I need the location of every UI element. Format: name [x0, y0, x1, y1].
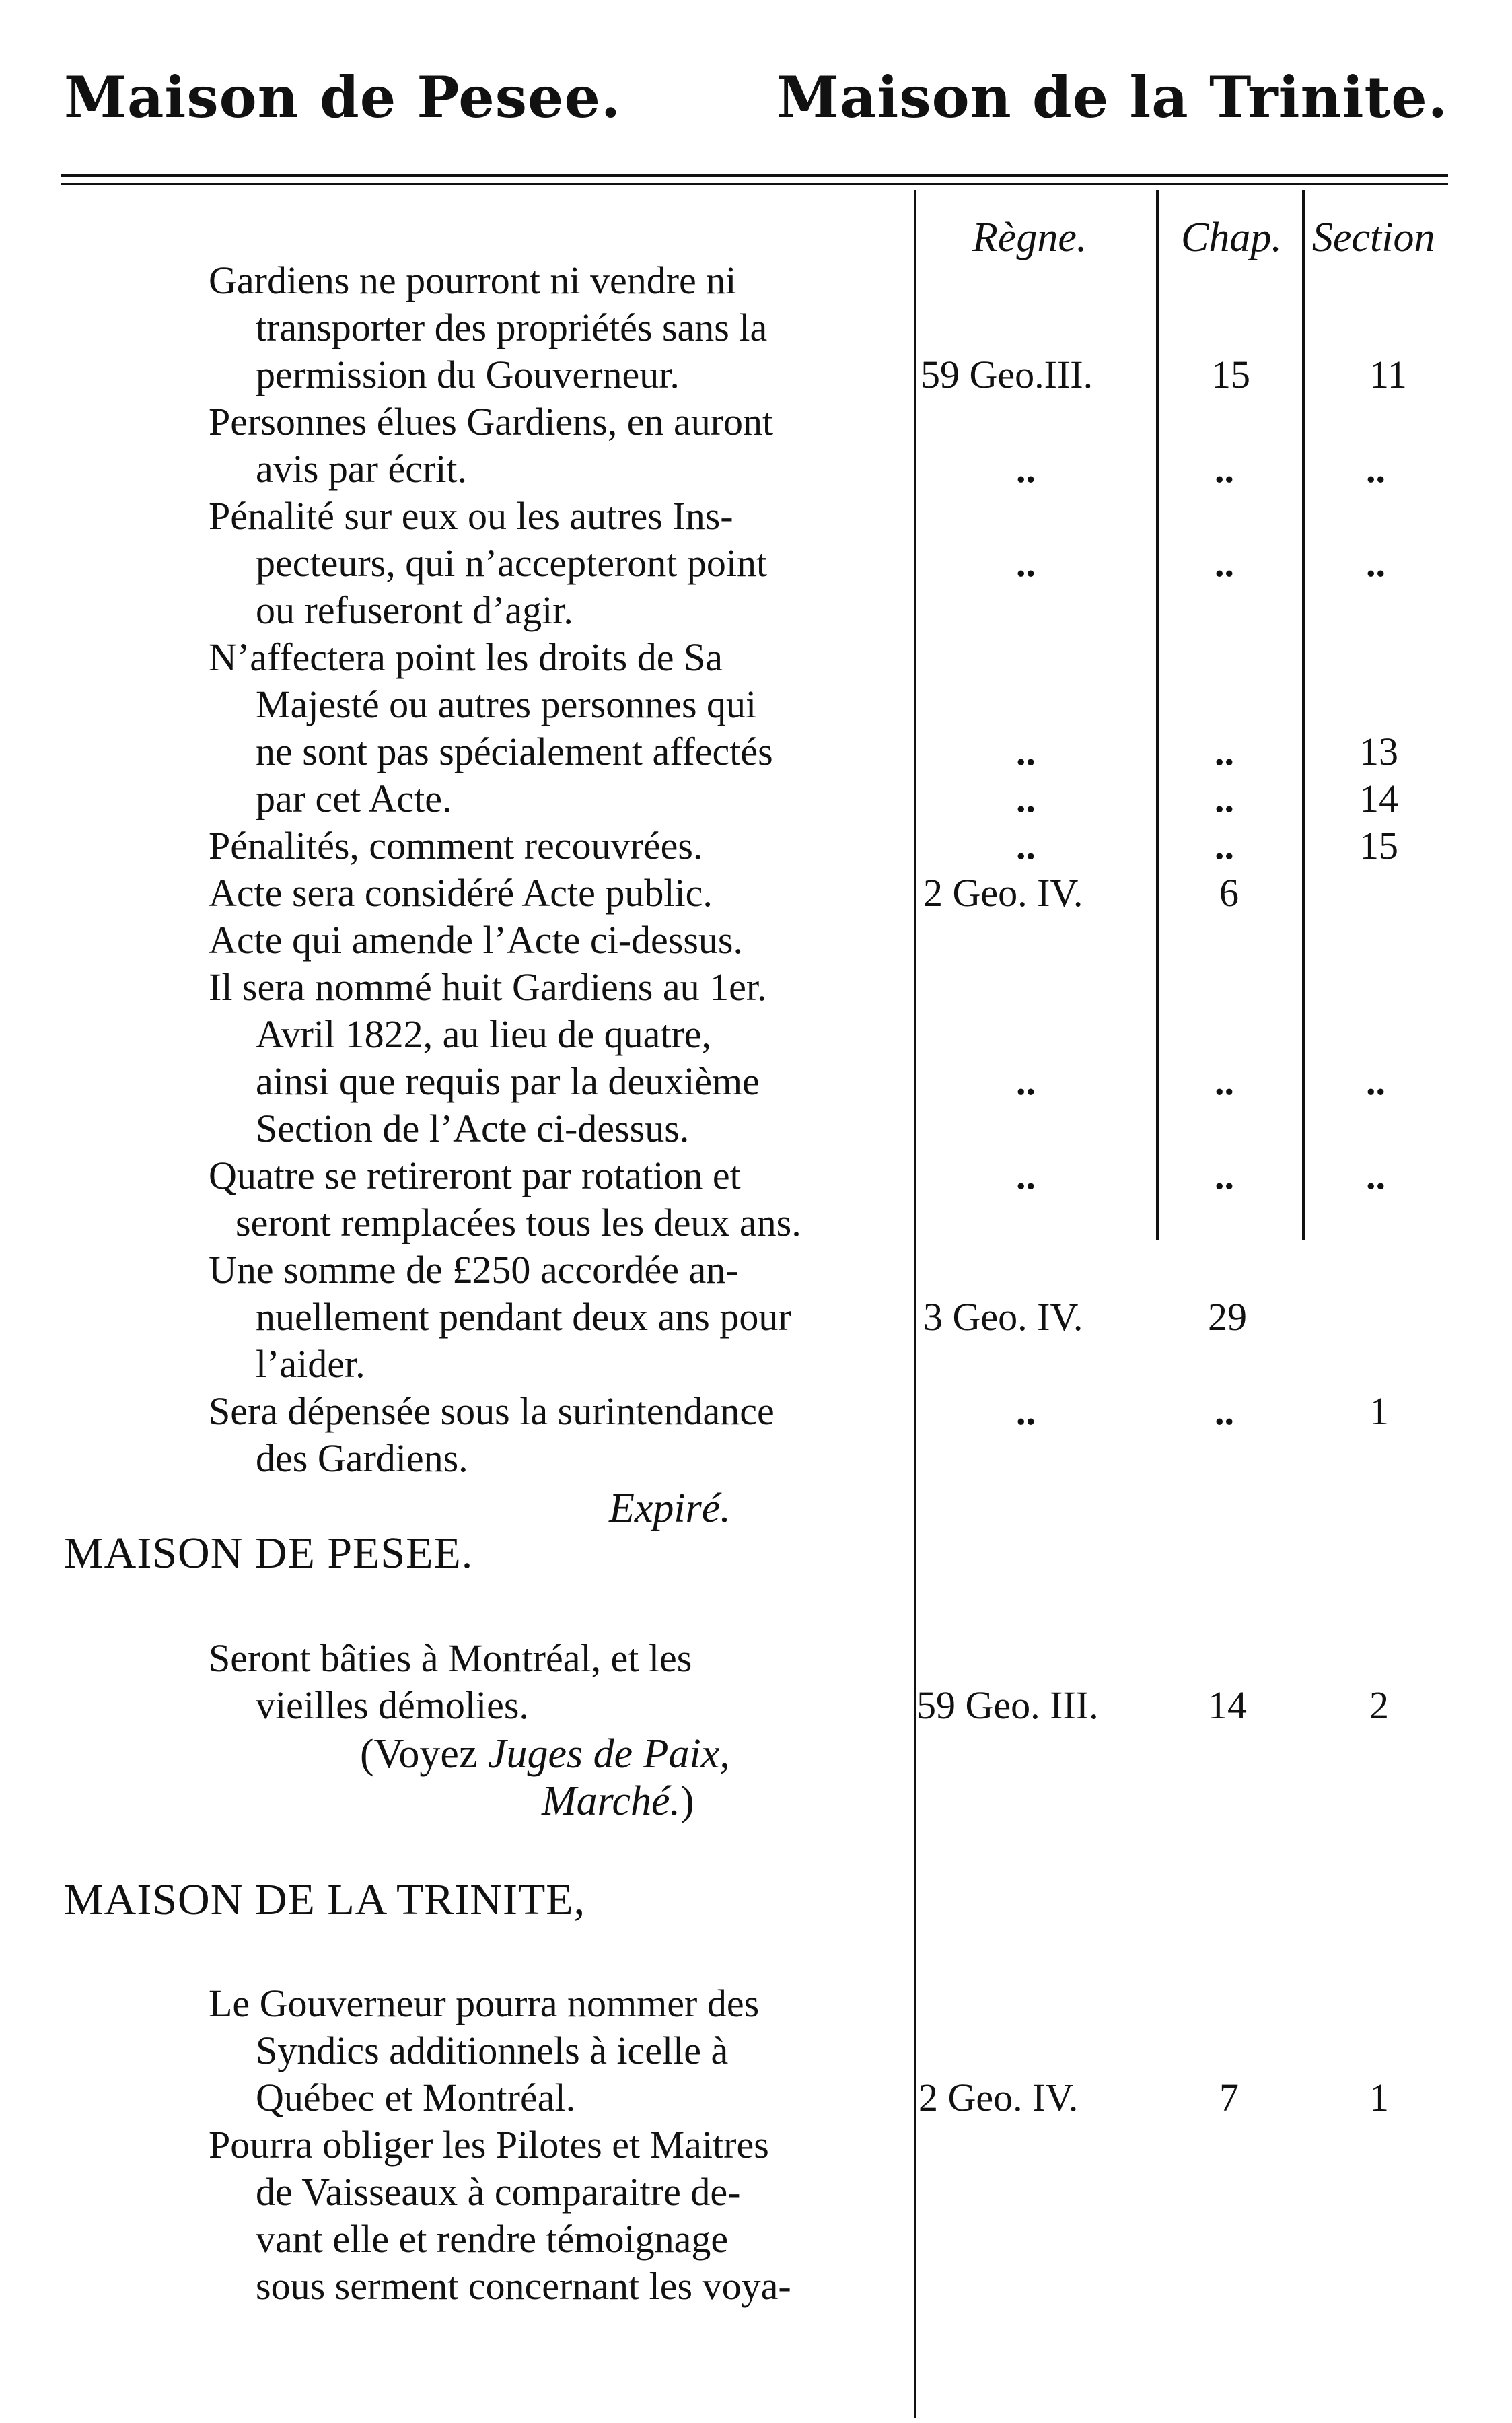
- see-suffix: ): [680, 1778, 694, 1824]
- entry-regne: 59 Geo.III.: [921, 353, 1093, 396]
- entry-line: Pénalités, comment recouvrées.: [209, 824, 703, 868]
- header-rule-top: [61, 174, 1448, 177]
- trinite-section: 1: [1369, 2076, 1389, 2119]
- entry-regne: ..: [1016, 777, 1036, 820]
- column-divider-3: [1302, 190, 1305, 1240]
- entry-line: avis par écrit.: [256, 447, 468, 491]
- trinite-chap: 7: [1219, 2076, 1239, 2119]
- entry-chap: ..: [1215, 824, 1234, 868]
- entry-line: Acte qui amende l’Acte ci-dessus.: [209, 918, 743, 962]
- entry-line: Il sera nommé huit Gardiens au 1er.: [209, 965, 767, 1009]
- entry-chap: ..: [1215, 1389, 1234, 1433]
- entry-line: Seront bâties à Montréal, et les: [209, 1636, 692, 1680]
- pesee-see-also-cont: [542, 1780, 694, 1822]
- entry-regne: ..: [1016, 541, 1036, 585]
- entry-line: de Vaisseaux à comparaitre de-: [256, 2170, 741, 2214]
- column-divider-1: [914, 190, 916, 2418]
- see-reference-marche: Marché.: [542, 1778, 681, 1824]
- column-header-chap: Chap.: [1181, 215, 1282, 260]
- see-prefix: (Voyez: [360, 1731, 478, 1777]
- entry-line: Majesté ou autres personnes qui: [256, 682, 757, 726]
- entry-section: ..: [1366, 1059, 1385, 1103]
- entry-chap: ..: [1215, 1059, 1234, 1103]
- entry-section: 11: [1369, 353, 1407, 396]
- entry-line: Le Gouverneur pourra nommer des: [209, 1981, 760, 2025]
- entry-line: N’affectera point les droits de Sa: [209, 635, 723, 679]
- entry-chap: ..: [1215, 730, 1234, 773]
- entry-line: transporter des propriétés sans la: [256, 306, 768, 349]
- entry-chap: 29: [1208, 1295, 1247, 1339]
- section-title-pesee: MAISON DE PESEE.: [64, 1529, 474, 1578]
- entry-section: 1: [1369, 1389, 1389, 1433]
- entry-regne: ..: [1016, 1059, 1036, 1103]
- entry-section: ..: [1366, 447, 1385, 491]
- entry-line: Sera dépensée sous la surintendance: [209, 1389, 775, 1433]
- entry-regne: ..: [1016, 1154, 1036, 1197]
- entry-regne: ..: [1016, 1389, 1036, 1433]
- entry-line: ainsi que requis par la deuxième: [256, 1059, 760, 1103]
- entry-line: pecteurs, qui n’accepteront point: [256, 541, 768, 585]
- column-header-section: Section: [1312, 215, 1435, 260]
- entry-line: vieilles démolies.: [256, 1683, 529, 1727]
- entry-line: ou refuseront d’agir.: [256, 588, 573, 632]
- entry-regne: ..: [1016, 824, 1036, 868]
- running-header-left: Maison de Pesee.: [64, 64, 622, 131]
- entry-chap: 6: [1219, 871, 1239, 915]
- entry-regne: ..: [1016, 730, 1036, 773]
- entry-line: Québec et Montréal.: [256, 2076, 576, 2119]
- entry-line: ne sont pas spécialement affectés: [256, 730, 773, 773]
- pesee-regne: 59 Geo. III.: [916, 1683, 1099, 1727]
- entry-line: Personnes élues Gardiens, en auront: [209, 400, 774, 444]
- entry-section: 14: [1359, 777, 1398, 820]
- entry-line: Pénalité sur eux ou les autres Ins-: [209, 494, 733, 538]
- entry-chap: ..: [1215, 447, 1234, 491]
- entry-line: l’aider.: [256, 1342, 365, 1386]
- entry-line: des Gardiens.: [256, 1436, 468, 1480]
- entry-regne: ..: [1016, 447, 1036, 491]
- entry-line: permission du Gouverneur.: [256, 353, 680, 396]
- entry-regne: 3 Geo. IV.: [923, 1295, 1083, 1339]
- trinite-regne: 2 Geo. IV.: [919, 2076, 1079, 2119]
- entry-section: 13: [1359, 730, 1398, 773]
- entry-line: Quatre se retireront par rotation et: [209, 1154, 741, 1197]
- entry-line: Pourra obliger les Pilotes et Maitres: [209, 2123, 769, 2167]
- entry-chap: 15: [1211, 353, 1250, 396]
- expire-note: Expiré.: [609, 1485, 731, 1531]
- entry-line: Avril 1822, au lieu de quatre,: [256, 1012, 711, 1056]
- entry-regne: 2 Geo. IV.: [923, 871, 1083, 915]
- entry-line: Syndics additionnels à icelle à: [256, 2029, 729, 2072]
- entry-line: nuellement pendant deux ans pour: [256, 1295, 791, 1339]
- column-header-regne: Règne.: [972, 215, 1087, 260]
- section-title-trinite: MAISON DE LA TRINITE,: [64, 1875, 586, 1924]
- see-reference-juges: Juges de Paix,: [487, 1731, 730, 1777]
- entry-line: Section de l’Acte ci-dessus.: [256, 1107, 690, 1150]
- entry-line: seront remplacées tous les deux ans.: [236, 1201, 801, 1244]
- running-header-right: Maison de la Trinite.: [777, 64, 1448, 131]
- entry-chap: ..: [1215, 1154, 1234, 1197]
- pesee-section: 2: [1369, 1683, 1389, 1727]
- entry-line: Gardiens ne pourront ni vendre ni: [209, 258, 737, 302]
- entry-line: vant elle et rendre témoignage: [256, 2217, 729, 2261]
- entry-section: 15: [1359, 824, 1398, 868]
- entry-line: sous serment concernant les voya-: [256, 2264, 791, 2308]
- pesee-see-also: [360, 1733, 730, 1775]
- column-divider-2: [1156, 190, 1159, 1240]
- header-rule-bottom: [61, 183, 1448, 185]
- entry-chap: ..: [1215, 777, 1234, 820]
- pesee-chap: 14: [1208, 1683, 1247, 1727]
- entry-line: Une somme de £250 accordée an-: [209, 1248, 739, 1292]
- entry-section: ..: [1366, 1154, 1385, 1197]
- entry-line: Acte sera considéré Acte public.: [209, 871, 713, 915]
- entry-line: par cet Acte.: [256, 777, 452, 820]
- entry-section: ..: [1366, 541, 1385, 585]
- entry-chap: ..: [1215, 541, 1234, 585]
